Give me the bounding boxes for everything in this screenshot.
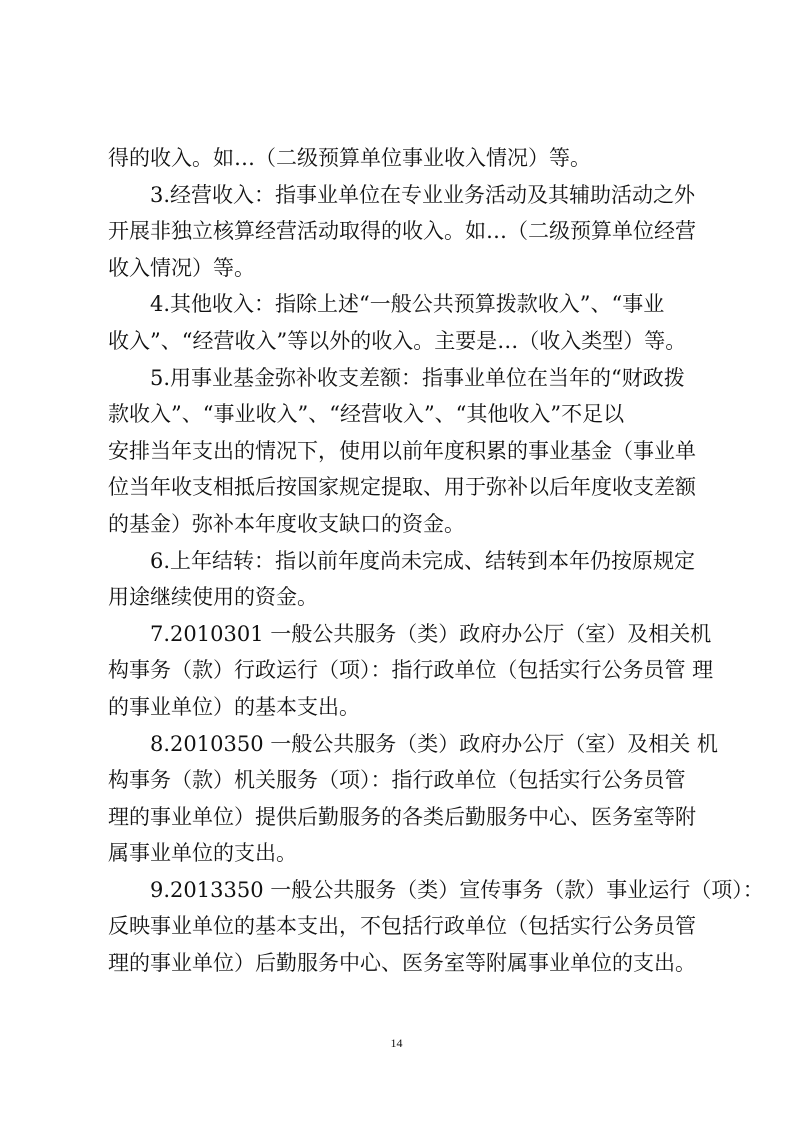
text-line: 3.经营收入：指事业单位在专业业务活动及其辅助活动之外	[150, 182, 696, 207]
text-line: 用途继续使用的资金。	[108, 585, 318, 610]
text-line: 得的收入。如…（二级预算单位事业收入情况）等。	[108, 146, 591, 170]
page-number: 14	[390, 1036, 403, 1050]
text-line: 收入”、“经营收入”等以外的收入。主要是…（收入类型）等。	[108, 328, 687, 353]
body-text	[108, 140, 764, 982]
text-line: 款收入”、“事业收入”、“经营收入”、“其他收入”不足以	[108, 402, 625, 427]
text-line: 7.2010301 一般公共服务（类）政府办公厅（室）及相关机	[150, 621, 712, 646]
text-line: 5.用事业基金弥补收支差额：指事业单位在当年的“财政拨	[150, 365, 685, 390]
text-line: 开展非独立核算经营活动取得的收入。如…（二级预算单位经营	[108, 219, 696, 244]
text-line: 的基金）弥补本年度收支缺口的资金。	[108, 511, 465, 536]
text-line: 构事务（款）行政运行（项）：指行政单位（包括实行公务员管 理	[108, 658, 714, 683]
text-line: 9.2013350 一般公共服务（类）宣传事务（款）事业运行（项）：	[150, 877, 764, 902]
text-line: 收入情况）等。	[108, 255, 255, 280]
text-line: 4.其他收入：指除上述“一般公共预算拨款收入”、“事业	[150, 292, 665, 317]
text-line: 位当年收支相抵后按国家规定提取、用于弥补以后年度收支差额	[108, 475, 696, 500]
text-line: 8.2010350 一般公共服务（类）政府办公厅（室）及相关 机	[150, 731, 718, 756]
text-line: 属事业单位的支出。	[108, 841, 297, 866]
text-line: 安排当年支出的情况下，使用以前年度积累的事业基金（事业单	[108, 438, 696, 463]
text-line: 反映事业单位的基本支出，不包括行政单位（包括实行公务员管	[108, 914, 696, 939]
text-line: 理的事业单位）后勤服务中心、医务室等附属事业单位的支出。	[108, 951, 696, 976]
text-line: 理的事业单位）提供后勤服务的各类后勤服务中心、医务室等附	[108, 804, 696, 829]
text-line: 6.上年结转：指以前年度尚未完成、结转到本年仍按原规定	[150, 548, 696, 573]
text-line: 构事务（款）机关服务（项）：指行政单位（包括实行公务员管	[108, 768, 686, 793]
text-line: 的事业单位）的基本支出。	[108, 694, 360, 719]
